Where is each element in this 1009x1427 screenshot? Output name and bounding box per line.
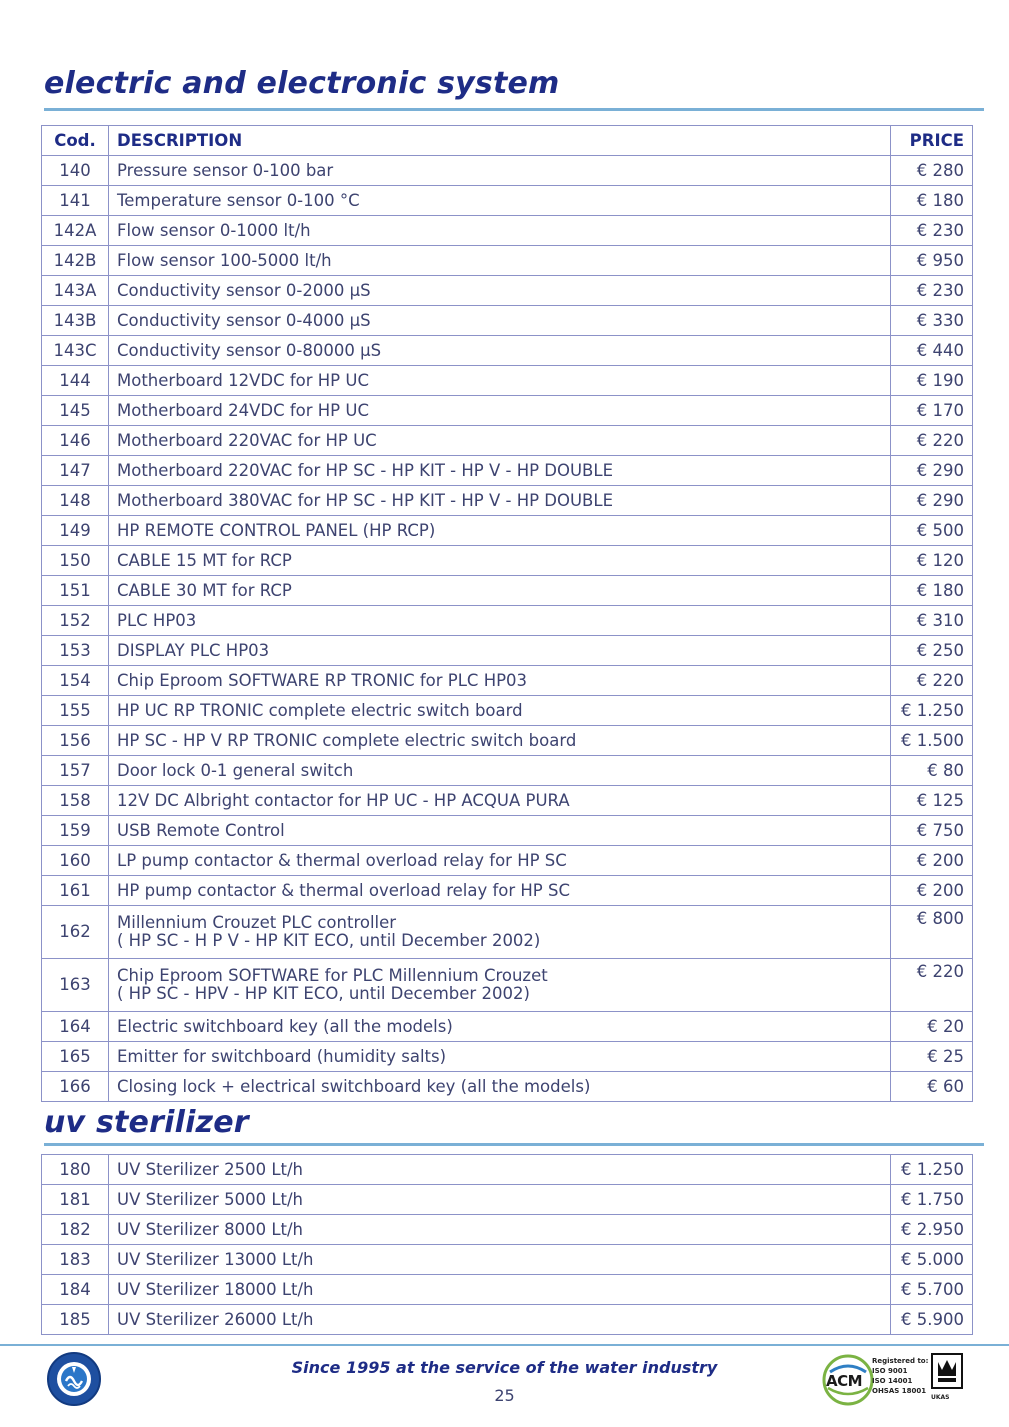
description-text: DISPLAY PLC HP03 — [117, 640, 270, 660]
description-text: Flow sensor 100-5000 lt/h — [117, 250, 332, 270]
table-row — [42, 816, 973, 846]
cell-description — [109, 156, 891, 186]
cell-description — [109, 546, 891, 576]
cell-code: 145 — [42, 396, 109, 426]
cell-code: 143A — [42, 276, 109, 306]
cell-description — [109, 846, 891, 876]
description-text: Motherboard 380VAC for HP SC - HP KIT - HP V - HP DOUBLE — [117, 490, 613, 510]
cell-code: 141 — [42, 186, 109, 216]
description-text: Pressure sensor 0-100 bar — [117, 160, 334, 180]
table-row — [42, 1305, 973, 1335]
cert-line: Registered to: — [872, 1357, 929, 1365]
description-text: Emitter for switchboard (humidity salts) — [117, 1046, 447, 1066]
cell-code: 159 — [42, 816, 109, 846]
cell-price: € 750 — [891, 816, 973, 846]
cell-price: € 190 — [891, 366, 973, 396]
cell-description — [109, 1155, 891, 1185]
cell-code: 182 — [42, 1215, 109, 1245]
description-text: Flow sensor 0-1000 lt/h — [117, 220, 311, 240]
cell-code: 152 — [42, 606, 109, 636]
table-row — [42, 726, 973, 756]
cell-code: 146 — [42, 426, 109, 456]
cell-price: € 5.700 — [891, 1275, 973, 1305]
description-text: UV Sterilizer 2500 Lt/h — [117, 1159, 303, 1179]
description-text: Motherboard 220VAC for HP SC - HP KIT - HP V - HP DOUBLE — [117, 460, 613, 480]
table-row — [42, 216, 973, 246]
section-title-electric: electric and electronic system — [44, 66, 560, 101]
cell-price: € 280 — [891, 156, 973, 186]
cell-price: € 25 — [891, 1042, 973, 1072]
cell-code: 161 — [42, 876, 109, 906]
cell-code: 157 — [42, 756, 109, 786]
cell-code: 165 — [42, 1042, 109, 1072]
cell-description — [109, 306, 891, 336]
table-header-row — [42, 126, 973, 156]
cell-description — [109, 216, 891, 246]
cell-price: € 1.250 — [891, 1155, 973, 1185]
cell-description — [109, 1305, 891, 1335]
cert-line: ISO 14001 — [872, 1377, 913, 1385]
table-row — [42, 876, 973, 906]
cell-code: 153 — [42, 636, 109, 666]
cell-price: € 180 — [891, 186, 973, 216]
footer-divider — [0, 1344, 1009, 1346]
cell-code: 147 — [42, 456, 109, 486]
footer-tagline: Since 1995 at the service of the water industry — [291, 1358, 718, 1377]
cell-code: 162 — [42, 906, 109, 959]
cell-price: € 220 — [891, 666, 973, 696]
table-row — [42, 1012, 973, 1042]
cell-price: € 20 — [891, 1012, 973, 1042]
description-text: Millennium Crouzet PLC controller — [117, 912, 397, 932]
column-header-code: Cod. — [42, 126, 109, 156]
cell-description — [109, 1215, 891, 1245]
description-text: PLC HP03 — [117, 610, 197, 630]
cell-description — [109, 959, 891, 1012]
table-row — [42, 636, 973, 666]
cell-price: € 500 — [891, 516, 973, 546]
table-row — [42, 1275, 973, 1305]
description-text: Door lock 0-1 general switch — [117, 760, 354, 780]
table-row — [42, 516, 973, 546]
description-text: USB Remote Control — [117, 820, 285, 840]
cell-description — [109, 1245, 891, 1275]
cell-price: € 2.950 — [891, 1215, 973, 1245]
cell-code: 149 — [42, 516, 109, 546]
description-text: UV Sterilizer 8000 Lt/h — [117, 1219, 303, 1239]
cell-description — [109, 1185, 891, 1215]
cell-price: € 440 — [891, 336, 973, 366]
cell-description — [109, 336, 891, 366]
cell-code: 163 — [42, 959, 109, 1012]
cell-price: € 60 — [891, 1072, 973, 1102]
cell-price: € 125 — [891, 786, 973, 816]
cell-price: € 330 — [891, 306, 973, 336]
description-text: Motherboard 220VAC for HP UC — [117, 430, 377, 450]
cell-price: € 5.900 — [891, 1305, 973, 1335]
table-row — [42, 846, 973, 876]
table-row — [42, 546, 973, 576]
description-text: 12V DC Albright contactor for HP UC - HP ACQUA PURA — [117, 790, 570, 810]
cell-description — [109, 1042, 891, 1072]
description-text: HP REMOTE CONTROL PANEL (HP RCP) — [117, 520, 436, 540]
cell-price: € 200 — [891, 846, 973, 876]
cell-code: 156 — [42, 726, 109, 756]
column-header-price: PRICE — [891, 126, 973, 156]
cell-code: 154 — [42, 666, 109, 696]
cell-price: € 200 — [891, 876, 973, 906]
cell-description — [109, 1012, 891, 1042]
cell-code: 155 — [42, 696, 109, 726]
description-text: UV Sterilizer 5000 Lt/h — [117, 1189, 303, 1209]
description-text: HP pump contactor & thermal overload relay for HP SC — [117, 880, 571, 900]
table-row — [42, 906, 973, 959]
cell-price: € 180 — [891, 576, 973, 606]
cell-description — [109, 426, 891, 456]
description-text: LP pump contactor & thermal overload relay for HP SC — [117, 850, 567, 870]
table-row — [42, 696, 973, 726]
table-row — [42, 786, 973, 816]
table-row — [42, 456, 973, 486]
uv-price-table — [41, 1154, 973, 1335]
cell-code: 150 — [42, 546, 109, 576]
cell-description — [109, 906, 891, 959]
page-number: 25 — [494, 1386, 515, 1405]
certification-badge — [822, 1352, 972, 1410]
cell-description — [109, 1275, 891, 1305]
cell-description — [109, 396, 891, 426]
table-row — [42, 156, 973, 186]
table-row — [42, 606, 973, 636]
cell-code: 151 — [42, 576, 109, 606]
description-text: UV Sterilizer 26000 Lt/h — [117, 1309, 314, 1329]
description-text: Electric switchboard key (all the models) — [117, 1016, 453, 1036]
cell-price: € 310 — [891, 606, 973, 636]
cell-code: 166 — [42, 1072, 109, 1102]
table-row — [42, 1185, 973, 1215]
cell-code: 148 — [42, 486, 109, 516]
cell-price: € 80 — [891, 756, 973, 786]
description-text: UV Sterilizer 18000 Lt/h — [117, 1279, 314, 1299]
cell-code: 143C — [42, 336, 109, 366]
cell-price: € 1.750 — [891, 1185, 973, 1215]
ukas-crown-icon — [928, 1352, 968, 1396]
cell-code: 164 — [42, 1012, 109, 1042]
cert-line: OHSAS 18001 — [872, 1387, 927, 1395]
table-row — [42, 366, 973, 396]
cell-description — [109, 606, 891, 636]
cell-description — [109, 1072, 891, 1102]
description-text: Motherboard 12VDC for HP UC — [117, 370, 369, 390]
cell-description — [109, 516, 891, 546]
cell-price: € 1.250 — [891, 696, 973, 726]
table-row — [42, 756, 973, 786]
cell-code: 181 — [42, 1185, 109, 1215]
table-row — [42, 1072, 973, 1102]
cell-price: € 230 — [891, 276, 973, 306]
cell-price: € 950 — [891, 246, 973, 276]
table-row — [42, 1245, 973, 1275]
description-text: Conductivity sensor 0-2000 µS — [117, 280, 371, 300]
cell-description — [109, 876, 891, 906]
description-text: UV Sterilizer 13000 Lt/h — [117, 1249, 314, 1269]
cell-price: € 5.000 — [891, 1245, 973, 1275]
cell-description — [109, 486, 891, 516]
description-text: Closing lock + electrical switchboard key (all the models) — [117, 1076, 591, 1096]
cell-code: 158 — [42, 786, 109, 816]
cell-price: € 170 — [891, 396, 973, 426]
cell-code: 184 — [42, 1275, 109, 1305]
description-text: CABLE 15 MT for RCP — [117, 550, 292, 570]
cell-code: 142A — [42, 216, 109, 246]
cell-description — [109, 666, 891, 696]
table-row — [42, 396, 973, 426]
description-text: Chip Eproom SOFTWARE RP TRONIC for PLC HP03 — [117, 670, 528, 690]
cell-description — [109, 186, 891, 216]
cell-description — [109, 456, 891, 486]
cell-price: € 230 — [891, 216, 973, 246]
description-text: Conductivity sensor 0-4000 µS — [117, 310, 371, 330]
description-text: HP SC - HP V RP TRONIC complete electric switch board — [117, 730, 577, 750]
acm-label: ACM — [826, 1372, 863, 1390]
description-text: Motherboard 24VDC for HP UC — [117, 400, 369, 420]
table-row — [42, 666, 973, 696]
column-header-description: DESCRIPTION — [109, 126, 891, 156]
cell-description — [109, 786, 891, 816]
table-row — [42, 186, 973, 216]
cell-price: € 1.500 — [891, 726, 973, 756]
cert-line: ISO 9001 — [872, 1367, 908, 1375]
cell-code: 185 — [42, 1305, 109, 1335]
table-row — [42, 1155, 973, 1185]
description-text: Chip Eproom SOFTWARE for PLC Millennium Crouzet — [117, 965, 548, 985]
cell-code: 142B — [42, 246, 109, 276]
cell-price: € 120 — [891, 546, 973, 576]
table-row — [42, 1042, 973, 1072]
cell-description — [109, 276, 891, 306]
table-row — [42, 426, 973, 456]
cell-description — [109, 756, 891, 786]
cert-registration-text — [872, 1356, 929, 1396]
cell-price: € 290 — [891, 456, 973, 486]
section-divider — [44, 108, 984, 111]
cell-price: € 800 — [891, 906, 973, 959]
description-text: Temperature sensor 0-100 °C — [117, 190, 360, 210]
cell-price: € 250 — [891, 636, 973, 666]
cell-code: 160 — [42, 846, 109, 876]
description-text: CABLE 30 MT for RCP — [117, 580, 292, 600]
cell-description — [109, 366, 891, 396]
description-note: ( HP SC - HPV - HP KIT ECO, until December 2002) — [117, 984, 530, 1003]
section-divider — [44, 1143, 984, 1146]
electric-price-table — [41, 125, 973, 1102]
table-row — [42, 246, 973, 276]
description-text: HP UC RP TRONIC complete electric switch board — [117, 700, 523, 720]
section-title-uv: uv sterilizer — [44, 1105, 249, 1140]
table-row — [42, 959, 973, 1012]
cell-code: 140 — [42, 156, 109, 186]
table-row — [42, 576, 973, 606]
table-row — [42, 1215, 973, 1245]
cell-description — [109, 636, 891, 666]
cell-description — [109, 816, 891, 846]
cell-price: € 290 — [891, 486, 973, 516]
cell-description — [109, 726, 891, 756]
cell-price: € 220 — [891, 426, 973, 456]
description-text: Conductivity sensor 0-80000 µS — [117, 340, 382, 360]
table-row — [42, 306, 973, 336]
table-row — [42, 336, 973, 366]
table-row — [42, 276, 973, 306]
cell-code: 143B — [42, 306, 109, 336]
ukas-label: UKAS — [931, 1394, 950, 1401]
cell-code: 183 — [42, 1245, 109, 1275]
cell-description — [109, 246, 891, 276]
cell-code: 144 — [42, 366, 109, 396]
cell-description — [109, 696, 891, 726]
description-note: ( HP SC - H P V - HP KIT ECO, until December 2002) — [117, 931, 541, 950]
cell-description — [109, 576, 891, 606]
table-row — [42, 486, 973, 516]
cell-price: € 220 — [891, 959, 973, 1012]
cell-code: 180 — [42, 1155, 109, 1185]
